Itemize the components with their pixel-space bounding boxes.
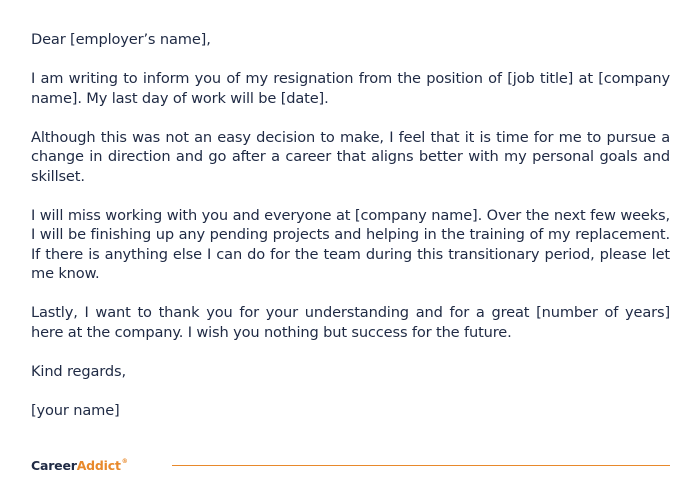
logo-text-career: Career [31, 458, 77, 473]
footer [31, 456, 670, 476]
paragraph-reason: Although this was not an easy decision to make, I feel that it is time for me to pursue a change in direction and go after a career that aligns better with my personal goals and skillset. [31, 128, 670, 185]
salutation: Dear [employer’s name], [31, 31, 211, 48]
registered-mark: ® [121, 458, 128, 465]
careeraddict-logo [31, 458, 128, 473]
footer-divider [172, 465, 670, 466]
paragraph-resignation-notice: I am writing to inform you of my resignation from the position of [job title] at [company name]. My last day of work will be [date]. [31, 70, 670, 107]
letter-body [31, 30, 670, 440]
signature: [your name] [31, 401, 120, 419]
logo-text-addict: Addict [76, 458, 121, 473]
paragraph-thanks: Lastly, I want to thank you for your understanding and for a great [number of years] here at the company. I wish you nothing but success for the future. [31, 304, 670, 341]
paragraph-transition: I will miss working with you and everyone at [company name]. Over the next few weeks, I will be finishing up any pending projects and helping in the training of my replacement. If there is anything else I can do for the team during this transitionary period, please let me know. [31, 206, 670, 282]
closing: Kind regards, [31, 362, 126, 380]
